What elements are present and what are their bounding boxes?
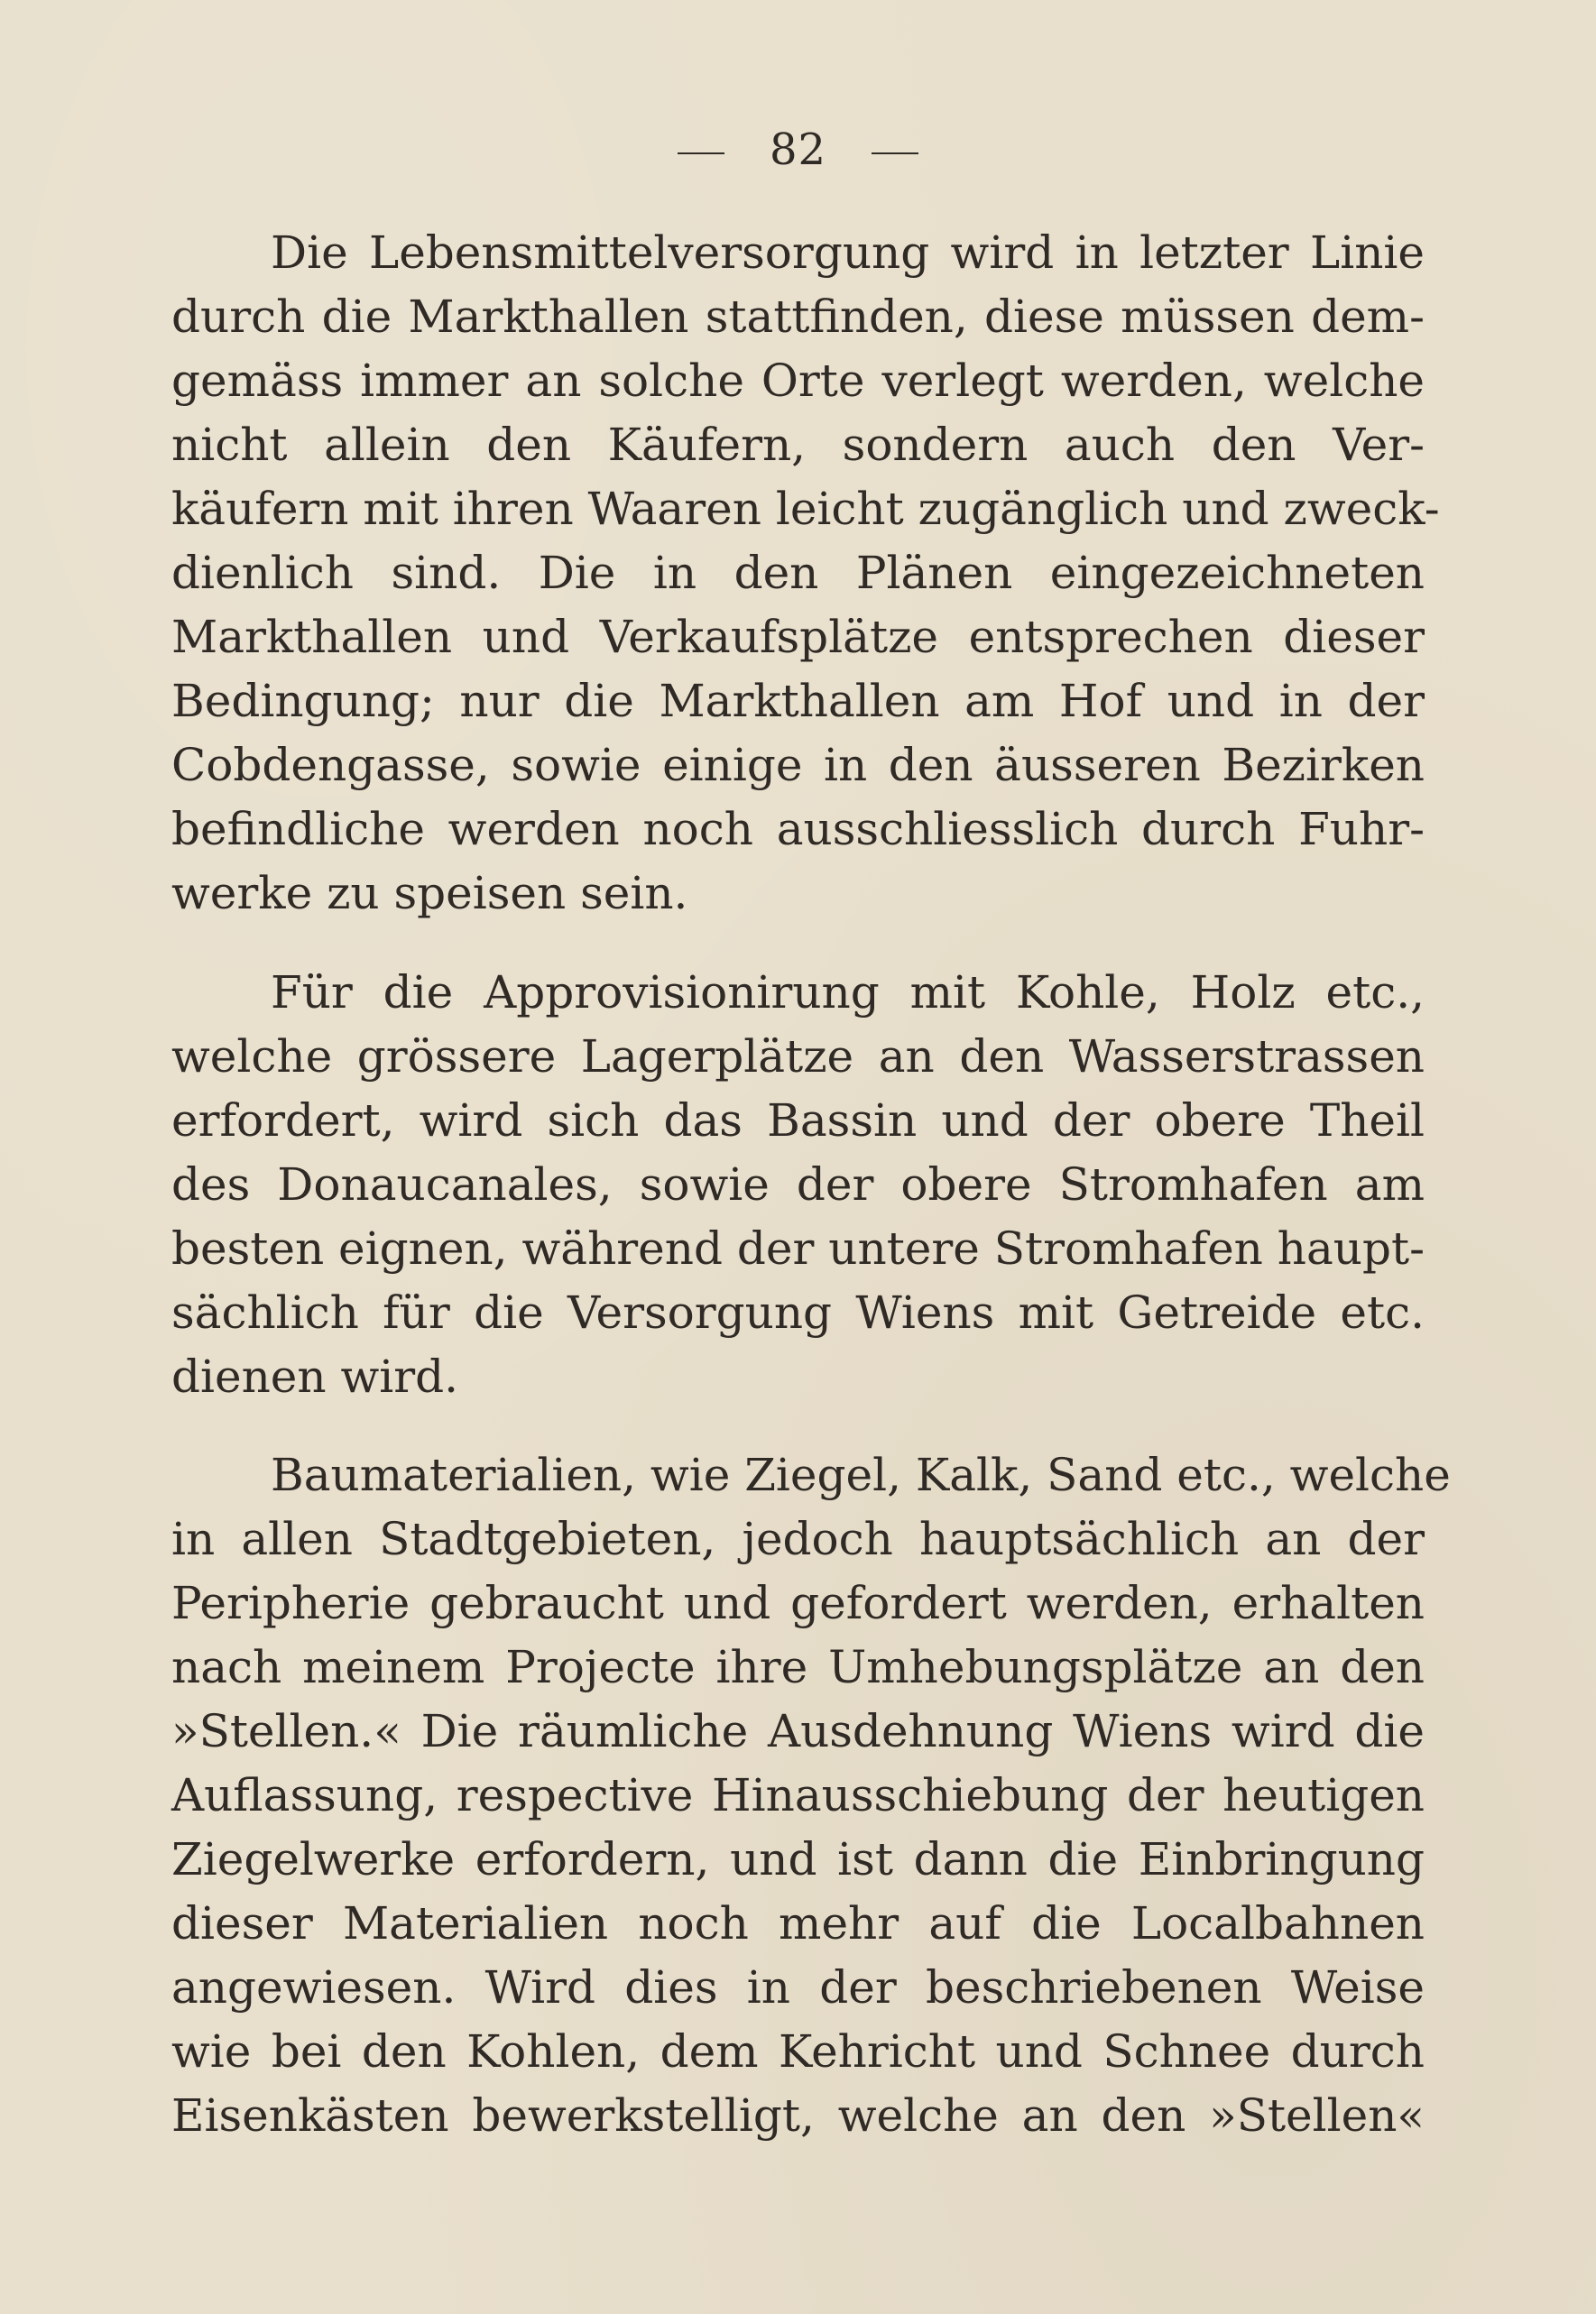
text-line: nicht allein den Käufern, sondern auch den Ver- [171,419,1425,471]
text-line: gemäss immer an solche Orte verlegt werden, welche [171,355,1425,407]
text-line: befindliche werden noch ausschliesslich durch Fuhr- [171,803,1425,855]
text-line: Baumaterialien, wie Ziegel, Kalk, Sand etc., welche [271,1449,1451,1501]
text-line: in allen Stadtgebieten, jedoch hauptsächlich an der [171,1513,1425,1565]
text-line: welche grössere Lagerplätze an den Wasserstrassen [171,1030,1425,1083]
paragraph-2 [171,961,1425,1409]
text-line: »Stellen.« Die räumliche Ausdehnung Wiens wird die [171,1705,1425,1757]
paragraph-3 [171,1443,1451,2148]
text-line: sächlich für die Versorgung Wiens mit Getreide etc. [171,1286,1425,1339]
header-dash-left [678,152,724,154]
text-line: Auflassung, respective Hinausschiebung der heutigen [171,1769,1425,1821]
text-line: nach meinem Projecte ihre Umhebungsplätze an den [171,1641,1425,1693]
text-line: Markthallen und Verkaufsplätze entsprechen dieser [171,611,1425,663]
text-line: Ziegelwerke erfordern, und ist dann die Einbringung [171,1833,1425,1885]
text-line: Eisenkästen bewerkstelligt, welche an den »Stellen« [171,2089,1425,2142]
text-line: Peripherie gebraucht und gefordert werden, erhalten [171,1577,1425,1629]
text-line: dienlich sind. Die in den Plänen eingezeichneten [171,547,1425,599]
text-line: angewiesen. Wird dies in der beschriebenen Weise [171,1961,1425,2014]
text-line: wie bei den Kohlen, dem Kehricht und Schnee durch [171,2025,1425,2078]
header-dash-right [872,152,918,154]
text-line: dienen wird. [171,1351,459,1403]
text-line: Cobdengasse, sowie einige in den äusseren Bezirken [171,739,1425,791]
text-line: werke zu speisen sein. [171,867,688,919]
text-line: Für die Approvisionirung mit Kohle, Holz etc., [271,966,1425,1019]
page-header [0,123,1596,177]
text-line: des Donaucanales, sowie der obere Stromhafen am [171,1158,1425,1211]
text-line: erfordert, wird sich das Bassin und der obere Theil [171,1094,1425,1147]
text-line: käufern mit ihren Waaren leicht zugänglich und zweck- [171,483,1440,535]
text-line: Bedingung; nur die Markthallen am Hof und in der [171,675,1425,727]
text-line: besten eignen, während der untere Stromhafen haupt- [171,1222,1425,1275]
paragraph-1 [171,221,1440,926]
text-line: durch die Markthallen stattfinden, diese müssen dem- [171,290,1425,343]
page-number: 82 [769,124,827,175]
text-line: dieser Materialien noch mehr auf die Localbahnen [171,1897,1425,1950]
text-line: Die Lebensmittelversorgung wird in letzter Linie [271,226,1425,279]
